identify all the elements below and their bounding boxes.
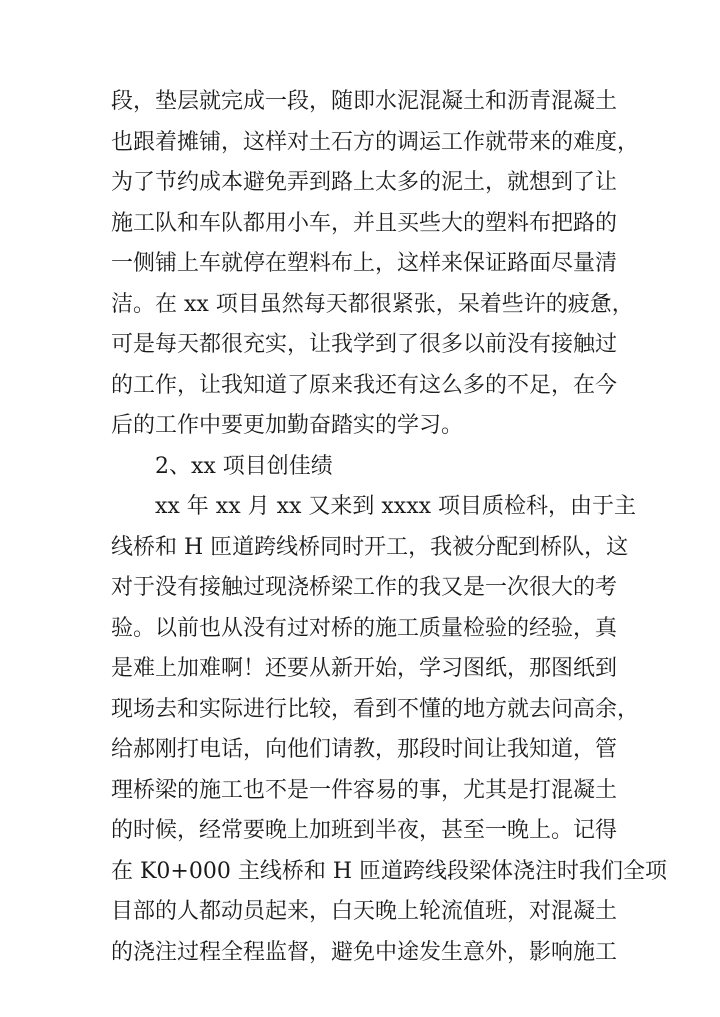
text-line: 在 K0+000 主线桥和 H 匝道跨线段梁体浇注时我们全项 xyxy=(111,858,668,884)
text-line: 现场去和实际进行比较，看到不懂的地方就去问高余， xyxy=(111,696,640,722)
text-line: 给郝刚打电话，向他们请教，那段时间让我知道，管 xyxy=(111,737,618,762)
text-line: 后的工作中要更加勤奋踏实的学习。 xyxy=(111,413,464,438)
paragraph-bridge-inspection xyxy=(111,487,668,973)
text-line: 的浇注过程全程监督，避免中途发生意外，影响施工 xyxy=(111,939,618,965)
text-line: 施工队和车队都用小车，并且买些大的塑料布把路的 xyxy=(111,210,618,236)
text-line: 线桥和 H 匝道跨线桥同时开工，我被分配到桥队，这 xyxy=(111,534,629,560)
text-line: 是难上加难啊！还要从新开始，学习图纸，那图纸到 xyxy=(111,656,618,681)
text-line: 的时候，经常要晚上加班到半夜，甚至一晚上。记得 xyxy=(111,818,618,843)
text-line: 洁。在 xx 项目虽然每天都很紧张，呆着些许的疲惫， xyxy=(111,291,634,317)
text-line: xx 年 xx 月 xx 又来到 xxxx 项目质检科，由于主 xyxy=(155,494,637,519)
text-line: 验。以前也从没有过对桥的施工质量检验的经验，真 xyxy=(111,615,618,641)
text-line: 可是每天都很充实，让我学到了很多以前没有接触过 xyxy=(111,332,618,357)
paragraph-project-work xyxy=(111,82,640,447)
text-line: 的工作，让我知道了原来我还有这么多的不足，在今 xyxy=(111,372,618,398)
text-line: 理桥梁的施工也不是一件容易的事，尤其是打混凝土 xyxy=(111,777,618,803)
text-line: 目部的人都动员起来，白天晚上轮流值班，对混凝土 xyxy=(111,899,618,924)
text-line: 为了节约成本避免弄到路上太多的泥土，就想到了让 xyxy=(111,170,618,195)
text-line: 也跟着摊铺，这样对土石方的调运工作就带来的难度， xyxy=(111,129,640,155)
document-body xyxy=(111,82,668,973)
section-heading: 2、xx 项目创佳绩 xyxy=(155,453,333,479)
text-line: 段，垫层就完成一段，随即水泥混凝土和沥青混凝土 xyxy=(111,89,618,114)
text-line: 一侧铺上车就停在塑料布上，这样来保证路面尽量清 xyxy=(111,251,618,276)
text-line: 对于没有接触过现浇桥梁工作的我又是一次很大的考 xyxy=(111,575,618,600)
